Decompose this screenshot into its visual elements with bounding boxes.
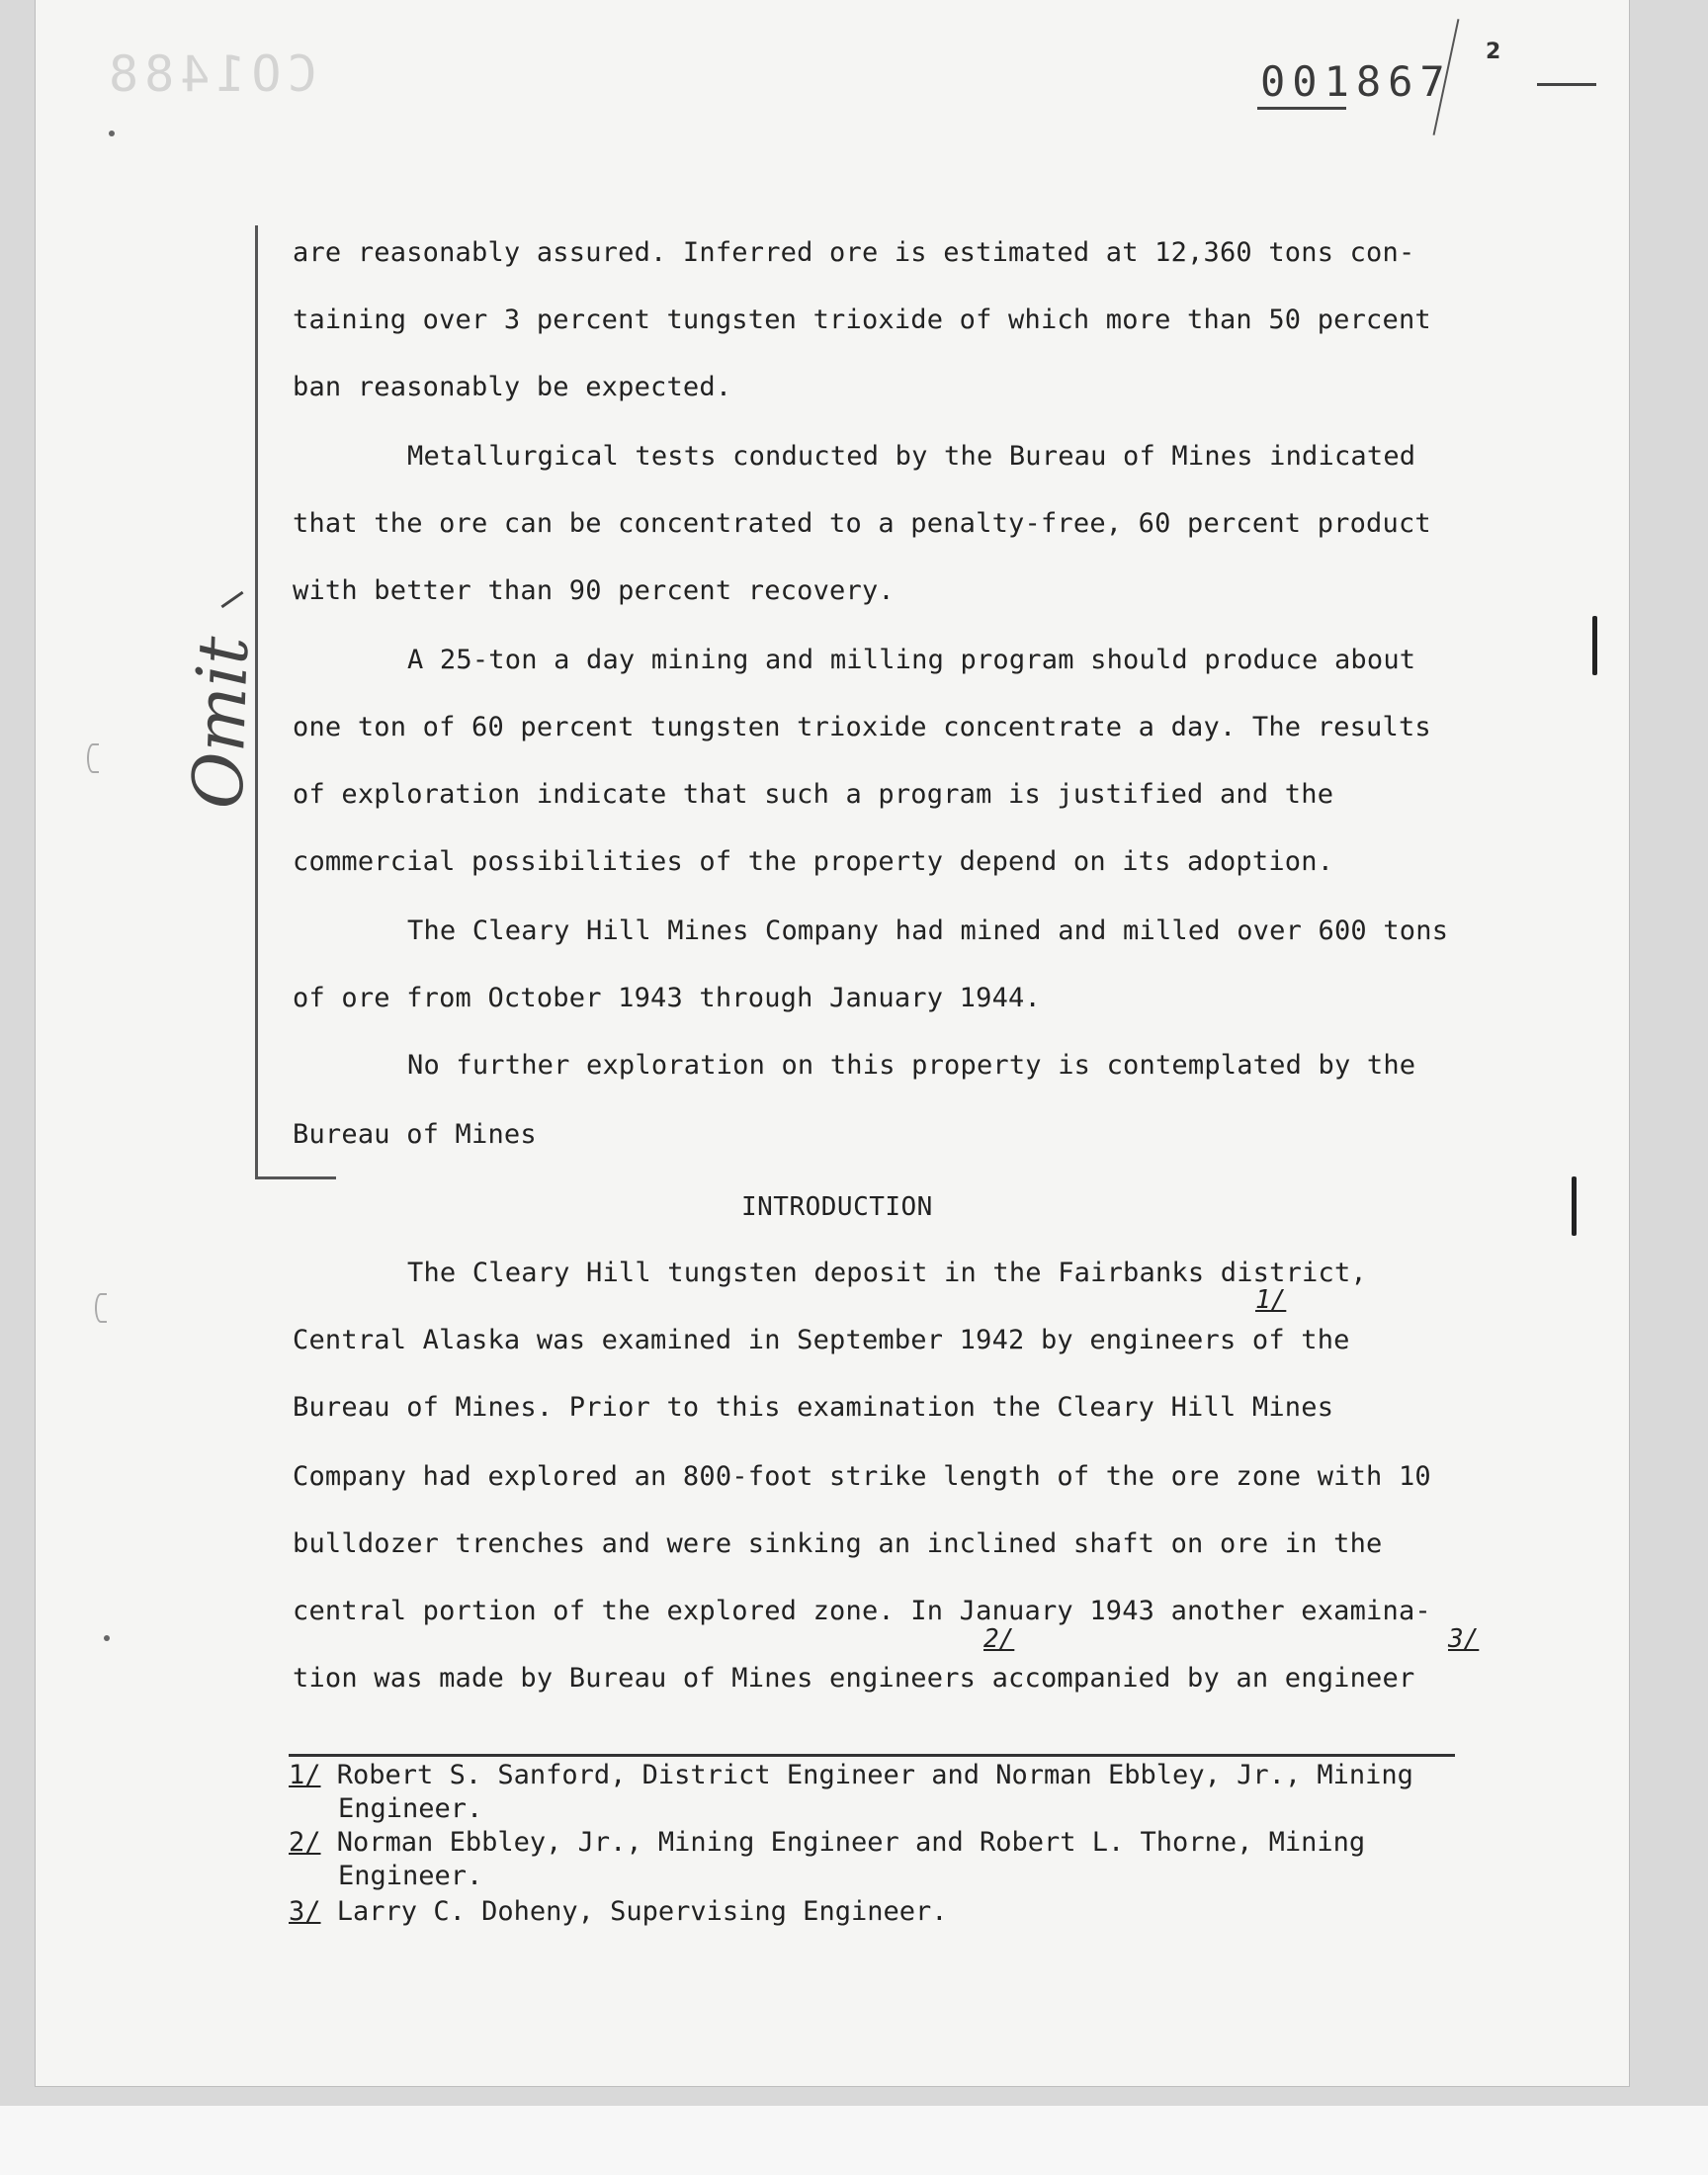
body-line: The Cleary Hill Mines Company had mined and milled over 600 tons (407, 915, 1449, 946)
body-line: Bureau of Mines (293, 1119, 537, 1150)
body-line: that the ore can be concentrated to a penalty-free, 60 percent product (293, 508, 1431, 539)
footnote-ref-1: 1/ (1255, 1285, 1287, 1315)
footnote-ref-3: 3/ (1448, 1624, 1480, 1654)
body-line: Metallurgical tests conducted by the Bureau of Mines indicated (407, 441, 1416, 472)
intro-line: tion was made by Bureau of Mines engineers accompanied by an engineer (293, 1663, 1415, 1694)
intro-line: The Cleary Hill tungsten deposit in the Fairbanks district, (407, 1258, 1367, 1288)
body-line: of ore from October 1943 through January 1944. (293, 983, 1041, 1013)
corner-dash-mark (1537, 83, 1596, 86)
footnote-1 (289, 1760, 1413, 1790)
intro-line: Bureau of Mines. Prior to this examination the Cleary Hill Mines (293, 1392, 1334, 1423)
stray-dot (104, 1635, 110, 1641)
footnote-text: Robert S. Sanford, District Engineer and Norman Ebbley, Jr., Mining (336, 1760, 1413, 1790)
body-line: are reasonably assured. Inferred ore is estimated at 12,360 tons con- (293, 237, 1415, 268)
document-number-underline (1257, 107, 1346, 110)
intro-line: Central Alaska was examined in September 1942 by engineers of the (293, 1325, 1350, 1355)
footnote-continuation: Engineer. (338, 1861, 483, 1891)
omit-bracket-foot (255, 1176, 336, 1179)
stray-dot (109, 130, 115, 136)
body-line: commercial possibilities of the property depend on its adoption. (293, 846, 1334, 877)
footnote-mark: 3/ (289, 1896, 321, 1927)
stray-paren-mark (87, 743, 99, 773)
body-line: No further exploration on this property is contemplated by the (407, 1050, 1416, 1081)
body-line: with better than 90 percent recovery. (293, 575, 895, 606)
footnote-text: Larry C. Doheny, Supervising Engineer. (336, 1896, 948, 1927)
footnote-continuation: Engineer. (338, 1793, 483, 1824)
scan-bottom-margin (0, 2106, 1708, 2175)
page-number: 2 (1486, 40, 1501, 64)
margin-bar-mark (1572, 1176, 1577, 1236)
body-line: A 25-ton a day mining and milling program should produce about (407, 645, 1416, 675)
stray-paren-mark (95, 1293, 107, 1323)
body-line: taining over 3 percent tungsten trioxide of which more than 50 percent (293, 304, 1431, 335)
intro-line: bulldozer trenches and were sinking an inclined shaft on ore in the (293, 1528, 1383, 1559)
document-number: 001867 (1260, 57, 1452, 106)
body-line: one ton of 60 percent tungsten trioxide concentrate a day. The results (293, 712, 1431, 742)
footnote-rule (289, 1754, 1455, 1757)
footnote-text: Norman Ebbley, Jr., Mining Engineer and Robert L. Thorne, Mining (336, 1827, 1366, 1858)
footnote-ref-2: 2/ (983, 1624, 1015, 1654)
intro-line: central portion of the explored zone. In January 1943 another examina- (293, 1596, 1431, 1626)
handwritten-omit-note: Omit (177, 635, 265, 811)
body-line: of exploration indicate that such a program is justified and the (293, 779, 1334, 810)
bleed-through-number: CO1488 (103, 45, 317, 103)
margin-bar-mark (1592, 616, 1597, 675)
footnote-mark: 1/ (289, 1760, 321, 1790)
footnote-mark: 2/ (289, 1827, 321, 1858)
section-heading: INTRODUCTION (741, 1192, 933, 1222)
footnote-3 (289, 1896, 948, 1927)
footnote-2 (289, 1827, 1365, 1858)
body-line: ban reasonably be expected. (293, 372, 732, 402)
intro-line: Company had explored an 800-foot strike length of the ore zone with 10 (293, 1461, 1431, 1492)
